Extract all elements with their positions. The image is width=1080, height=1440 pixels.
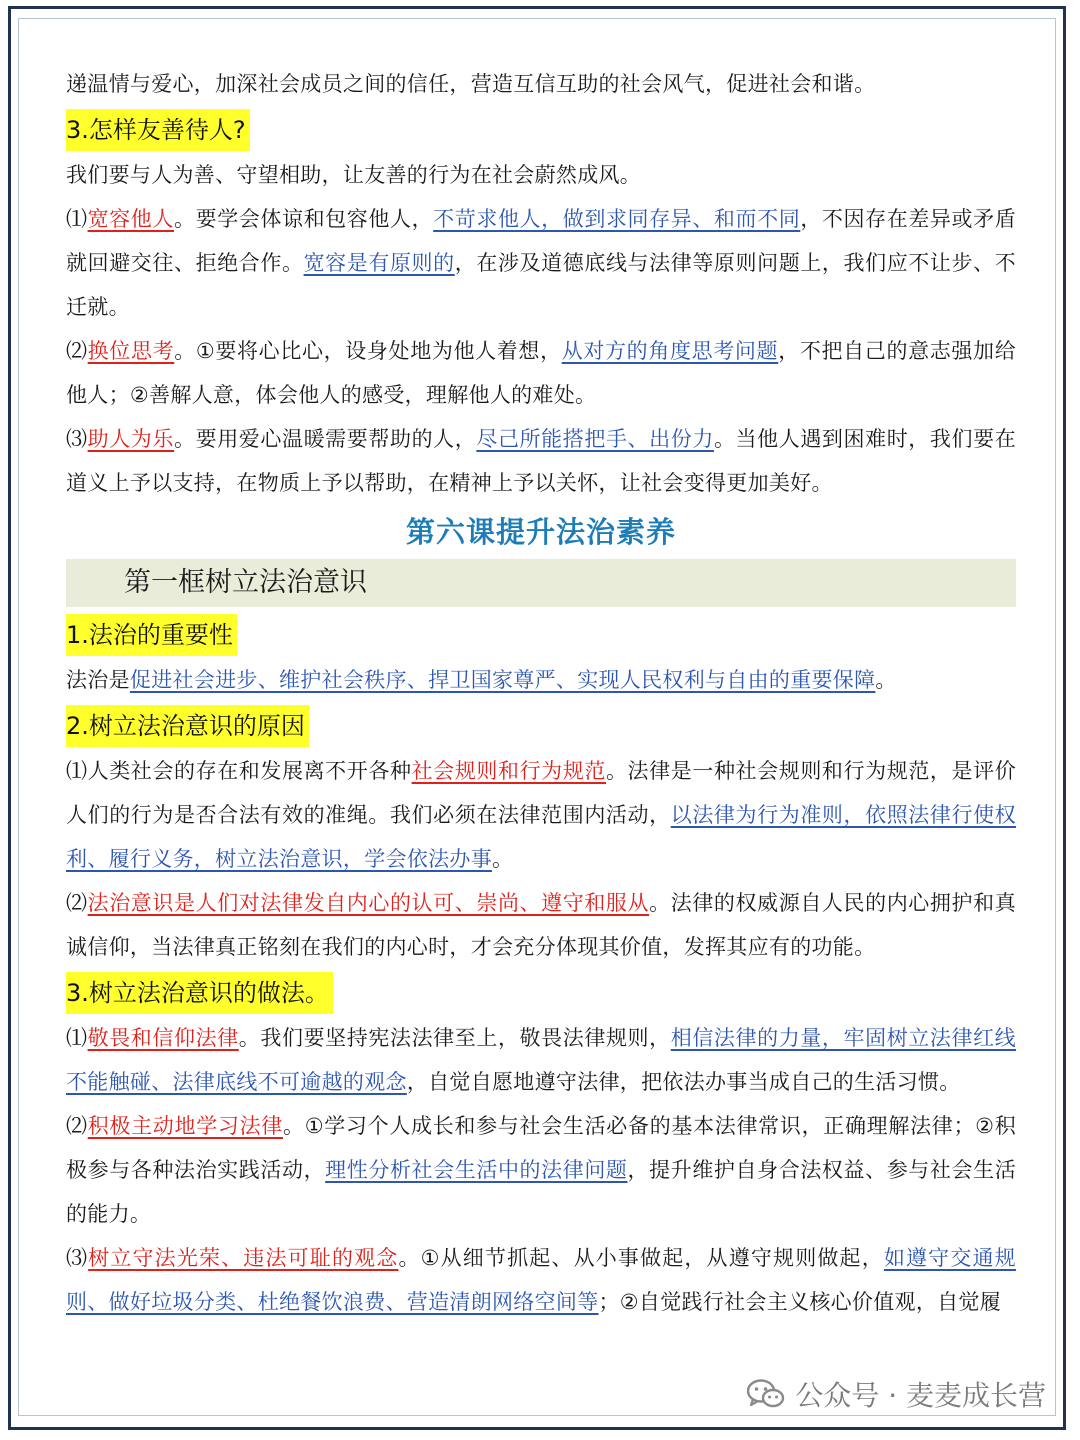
heading-reasons: 2.树立法治意识的原因 (66, 705, 309, 747)
watermark-text: 公众号 · 麦麦成长营 (795, 1379, 1046, 1412)
emphasis-legal-red-line: 相信法律的力量，牢固树立法律红线不能触碰、法律底线不可逾越的观念 (66, 1026, 1016, 1094)
emphasis-tolerance-principled: 宽容是有原则的 (303, 251, 455, 275)
paragraph-importance: 法治是促进社会进步、维护社会秩序、捍卫国家尊严、实现人民权利与自由的重要保障。 (66, 668, 897, 692)
key-point-helping: 助人为乐 (87, 427, 174, 451)
heading-methods: 3.树立法治意识的做法。 (66, 972, 333, 1014)
emphasis-other-perspective: 从对方的角度思考问题 (561, 339, 779, 363)
watermark (747, 1374, 1046, 1414)
emphasis-examples: 如遵守交通规则、做好垃圾分类、杜绝餐饮浪费、营造清朗网络空间等 (66, 1246, 1016, 1314)
paragraph-continuation: 递温情与爱心，加深社会成员之间的信任，营造互信互助的社会风气，促进社会和谐。 (66, 72, 876, 96)
key-point-law-abiding-honor: 树立守法光荣、违法可耻的观念 (88, 1246, 399, 1270)
paragraph-method-1: ⑴敬畏和信仰法律。我们要坚持宪法法律至上，敬畏法律规则，相信法律的力量，牢固树立法律红线不能触碰、法律底线不可逾越的观念，自觉自愿地遵守法律，把依法办事当成自己的生活习惯。 (66, 1026, 1016, 1094)
key-point-empathy: 换位思考 (87, 339, 175, 363)
emphasis-important-guarantee: 促进社会进步、维护社会秩序、捍卫国家尊严、实现人民权利与自由的重要保障 (129, 668, 876, 692)
paragraph-reason-1: ⑴人类社会的存在和发展离不开各种社会规则和行为规范。法律是一种社会规则和行为规范，是评价人们的行为是否合法有效的准绳。我们必须在法律范围内活动，以法律为行为准则，依照法律行使权利、履行义务，树立法治意识，学会依法办事。 (66, 759, 1017, 871)
wechat-icon (747, 1379, 785, 1409)
paragraph-reason-2: ⑵法治意识是人们对法律发自内心的认可、崇尚、遵守和服从。法律的权威源自人民的内心拥护和真诚信仰，当法律真正铭刻在我们的内心时，才会充分体现其价值，发挥其应有的功能。 (66, 891, 1016, 959)
key-point-revere-law: 敬畏和信仰法律 (87, 1026, 239, 1050)
key-point-social-rules: 社会规则和行为规范 (411, 759, 606, 783)
lesson-title: 第六课提升法治素养 (405, 515, 676, 549)
emphasis-act-by-law: 以法律为行为准则，依照法律行使权利、履行义务，树立法治意识，学会依法办事 (66, 803, 1016, 871)
document-content (66, 62, 1016, 1324)
paragraph-helping-others: ⑶助人为乐。要用爱心温暖需要帮助的人，尽己所能搭把手、出份力。当他人遇到困难时，我们要在道义上予以支持，在物质上予以帮助，在精神上予以关怀，让社会变得更加美好。 (66, 427, 1016, 495)
paragraph-empathy: ⑵换位思考。①要将心比心，设身处地为他人着想，从对方的角度思考问题，不把自己的意志强加给他人；②善解人意，体会他人的感受，理解他人的难处。 (66, 339, 1016, 407)
paragraph-tolerance: ⑴宽容他人。要学会体谅和包容他人，不苛求他人，做到求同存异、和而不同，不因存在差异或矛盾就回避交往、拒绝合作。宽容是有原则的，在涉及道德底线与法律等原则问题上，我们应不让步、不迁就。 (66, 207, 1016, 319)
paragraph-method-3: ⑶树立守法光荣、违法可耻的观念。①从细节抓起、从小事做起，从遵守规则做起，如遵守交通规则、做好垃圾分类、杜绝餐饮浪费、营造清朗网络空间等；②自觉践行社会主义核心价值观，自觉履 (66, 1246, 1016, 1314)
section-title: 第一框树立法治意识 (66, 559, 1016, 607)
heading-how-to-be-friendly: 3.怎样友善待人? (66, 109, 250, 151)
emphasis-lend-a-hand: 尽己所能搭把手、出份力 (476, 427, 714, 451)
heading-importance-of-rule-of-law: 1.法治的重要性 (66, 614, 237, 656)
key-point-tolerance: 宽容他人 (87, 207, 174, 231)
key-point-study-law: 积极主动地学习法律 (87, 1114, 283, 1138)
paragraph-friendly-intro: 我们要与人为善、守望相助，让友善的行为在社会蔚然成风。 (66, 163, 642, 187)
key-point-legal-awareness-definition: 法治意识是人们对法律发自内心的认可、崇尚、遵守和服从 (87, 891, 650, 915)
emphasis-seek-common-ground: 不苛求他人，做到求同存异、和而不同 (433, 207, 801, 231)
emphasis-analyze-legal-issues: 理性分析社会生活中的法律问题 (325, 1158, 628, 1182)
paragraph-method-2: ⑵积极主动地学习法律。①学习个人成长和参与社会生活必备的基本法律常识，正确理解法律；②积极参与各种法治实践活动，理性分析社会生活中的法律问题，提升维护自身合法权益、参与社会生活的能力。 (66, 1114, 1016, 1226)
